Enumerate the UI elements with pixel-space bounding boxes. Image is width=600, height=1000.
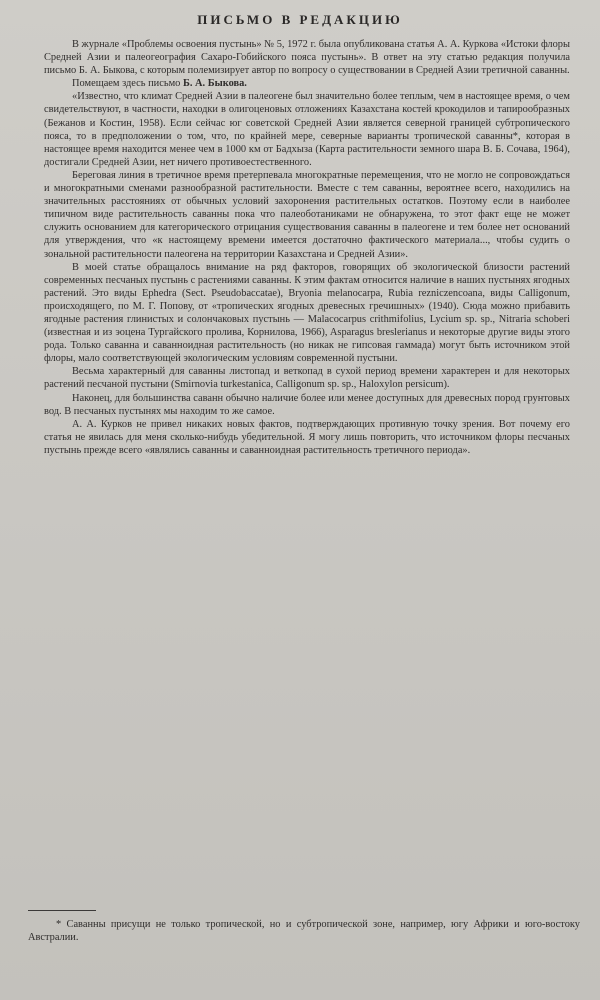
paragraph-factors: В моей статье обращалось внимание на ряд факторов, говорящих об экологической близости растений современных песчаных пустынь с растениями саванны. К этим фактам относится наличие в наших пустынях ягодных растений. Это виды Ephedra (Sect. Pseudobaccatae), Bryonia melanocarpa, Rubia rezniczencoana, виды Calligonum, происходящего, по М. Г. Попову, от «тропических ягодных древесных гречишных» (1940). Сюда можно прибавить ягодные растения глинистых и солончаковых пустынь — Malacocarpus crithmifolius, Lycium sp. sp., Nitraria schoberi (известная и из эоцена Тургайского пролива, Корнилова, 1966), Asparagus breslerianus и некоторые другие виды этого рода. Только саванна и саванноидная растительность (но никак не гипсовая гаммада) могут быть источником этой флоры, мало соответствующей экологическим условиям современной пустыни. xyxy=(44,261,570,365)
paragraph-groundwater: Наконец, для большинства саванн обычно наличие более или менее доступных для древесных пород грунтовых вод. В песчаных пустынях мы находим то же самое. xyxy=(44,392,570,417)
footnote xyxy=(28,918,580,944)
paragraph-climate: «Известно, что климат Средней Азии в палеогене был значительно более теплым, чем в настоящее время, о чем свидетельствуют, в частности, находки в олигоценовых отложениях Казахстана костей крокодилов и тапирообразных (Бежанов и Костин, 1958). Если сейчас юг советской Средней Азии является северной границей субтропического пояса, то в предположении о том, что, по крайней мере, северные варианты тропической саванны*, которая в настоящее время находится менее чем в 1000 км от Бадхыза (Карта растительности земного шара В. Б. Сочава, 1964), достигали Средней Азии, нет ничего противоестественного. xyxy=(44,91,570,168)
letter-body xyxy=(44,38,570,457)
announcement-text: Помещаем здесь письмо xyxy=(72,78,181,90)
paragraph-coastline: Береговая линия в третичное время претерпевала многократные перемещения, что не могло не сопровождаться и многократными сменами разнообразной растительности. Вместе с тем саванны, вероятнее всего, находились на значительных расстояниях от обычных условий захоронения растительных остатков. Поэтому если в наиболее типичном виде растительность саванны пока что палеоботаниками не обнаружена, то этот факт еще не может служить основанием для категорического отрицания существования саванны в палеогене и тем более нет оснований для утверждения, что «к настоящему времени имеется достаточно фактического материала..., чтобы судить о зональной растительности палеогена на территории Казахстана и Средней Азии». xyxy=(44,169,570,260)
footnote-text: * Саванны присущи не только тропической, но и субтропической зоне, например, югу Африки и юго-востоку Австралии. xyxy=(28,919,580,944)
paragraph-announcement xyxy=(44,77,570,90)
paragraph-leaf-fall: Весьма характерный для саванны листопад и веткопад в сухой период времени характерен и для некоторых растений песчаной пустыни (Smirnovia turkestanica, Calligonum sp. sp., Haloxylon persicum). xyxy=(44,366,570,391)
footnote-divider xyxy=(28,910,96,911)
author-name: Б. А. Быкова. xyxy=(182,78,247,90)
paragraph-conclusion: А. А. Курков не привел никаких новых фактов, подтверждающих противную точку зрения. Вот почему его статья не явилась для меня сколько-нибудь убедительной. Я могу лишь повторить, что источником флоры песчаных пустынь прежде всего «являлись саванны и саванноидная растительность третичного периода». xyxy=(44,418,570,456)
paragraph-intro: В журнале «Проблемы освоения пустынь» № 5, 1972 г. была опубликована статья А. А. Куркова «Истоки флоры Средней Азии и палеогеография Сахаро-Гобийского пояса пустынь». В ответ на эту статью редакция получила письмо Б. А. Быкова, с которым полемизирует автор по вопросу о существовании в Средней Азии третичной саванны. xyxy=(44,39,570,77)
page-title: ПИСЬМО В РЕДАКЦИЮ xyxy=(197,12,403,27)
